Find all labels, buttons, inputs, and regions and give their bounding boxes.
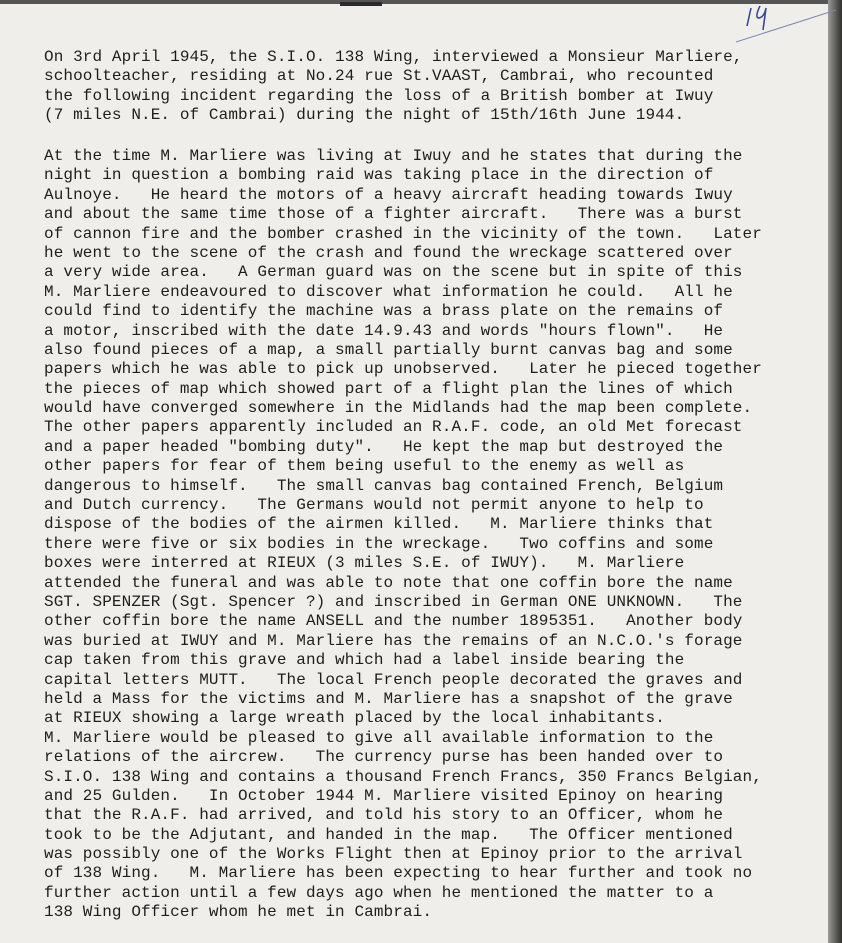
text-line: At the time M. Marliere was living at Iwuy and he states that during the bbox=[44, 147, 743, 165]
text-line: papers which he was able to pick up unobserved. Later he pieced together bbox=[44, 360, 762, 379]
text-line: (7 miles N.E. of Cambrai) during the night of 15th/16th June 1944. bbox=[44, 106, 685, 125]
text-line: M. Marliere endeavoured to discover what information he could. All he bbox=[44, 282, 733, 301]
text-line: also found pieces of a map, a small partially burnt canvas bag and some bbox=[44, 340, 733, 359]
text-line: 138 Wing Officer whom he met in Cambrai. bbox=[44, 903, 433, 922]
text-line: cap taken from this grave and which had a label inside bearing the bbox=[44, 651, 685, 670]
text-line: capital letters MUTT. The local French people decorated the graves and bbox=[44, 670, 743, 689]
paragraph-intro bbox=[44, 48, 743, 126]
text-line: and Dutch currency. The Germans would not permit anyone to help to bbox=[44, 496, 704, 515]
text-line: attended the funeral and was able to note that one coffin bore the name bbox=[44, 573, 733, 592]
text-line: was buried at IWUY and M. Marliere has the remains of an N.C.O.'s forage bbox=[44, 631, 743, 650]
text-line: the following incident regarding the loss of a British bomber at Iwuy bbox=[44, 86, 714, 105]
handwritten-folio-number bbox=[700, 0, 840, 50]
text-line: other papers for fear of them being useful to the enemy as well as bbox=[44, 457, 685, 476]
text-line: The other papers apparently included an R.A.F. code, an old Met forecast bbox=[44, 418, 743, 437]
text-line: was possibly one of the Works Flight then at Epinoy prior to the arrival bbox=[44, 845, 743, 864]
text-line: and 25 Gulden. In October 1944 M. Marliere visited Epinoy on hearing bbox=[44, 786, 724, 805]
text-line: S.I.O. 138 Wing and contains a thousand French Francs, 350 Francs Belgian, bbox=[44, 767, 762, 786]
text-line: boxes were interred at RIEUX (3 miles S.E. of IWUY). M. Marliere bbox=[44, 554, 685, 573]
text-line: relations of the aircrew. The currency purse has been handed over to bbox=[44, 748, 724, 767]
text-line: could find to identify the machine was a brass plate on the remains of bbox=[44, 302, 724, 321]
text-line: of cannon fire and the bomber crashed in the vicinity of the town. Later bbox=[44, 224, 762, 243]
text-line: he went to the scene of the crash and found the wreckage scattered over bbox=[44, 243, 733, 262]
text-line: Aulnoye. He heard the motors of a heavy aircraft heading towards Iwuy bbox=[44, 185, 733, 204]
text-line: there were five or six bodies in the wreckage. Two coffins and some bbox=[44, 534, 714, 553]
text-line: dangerous to himself. The small canvas bag contained French, Belgium bbox=[44, 476, 724, 495]
text-line: M. Marliere would be pleased to give all available information to the bbox=[44, 728, 714, 747]
text-line: held a Mass for the victims and M. Marliere has a snapshot of the grave bbox=[44, 689, 733, 708]
text-line: SGT. SPENZER (Sgt. Spencer ?) and inscribed in German ONE UNKNOWN. The bbox=[44, 592, 743, 611]
text-line: and a paper headed "bombing duty". He kept the map but destroyed the bbox=[44, 437, 724, 456]
text-line: of 138 Wing. M. Marliere has been expecting to hear further and took no bbox=[44, 864, 753, 883]
text-line: other coffin bore the name ANSELL and the number 1895351. Another body bbox=[44, 612, 743, 631]
text-line: the pieces of map which showed part of a flight plan the lines of which bbox=[44, 379, 733, 398]
text-line: at RIEUX showing a large wreath placed by the local inhabitants. bbox=[44, 709, 665, 728]
scan-right-edge bbox=[828, 0, 842, 943]
text-line: On 3rd April 1945, the S.I.O. 138 Wing, interviewed a Monsieur Marliere, bbox=[44, 48, 743, 66]
text-line: further action until a few days ago when he mentioned the matter to a bbox=[44, 883, 714, 902]
text-line: night in question a bombing raid was taking place in the direction of bbox=[44, 166, 714, 185]
text-line: would have converged somewhere in the Midlands had the map been complete. bbox=[44, 399, 753, 418]
text-line: and about the same time those of a fighter aircraft. There was a burst bbox=[44, 205, 743, 224]
text-line: dispose of the bodies of the airmen killed. M. Marliere thinks that bbox=[44, 515, 714, 534]
staple-mark bbox=[340, 2, 382, 6]
text-line: a motor, inscribed with the date 14.9.43 and words "hours flown". He bbox=[44, 321, 724, 340]
text-line: took to be the Adjutant, and handed in the map. The Officer mentioned bbox=[44, 825, 733, 844]
text-line: schoolteacher, residing at No.24 rue St.VAAST, Cambrai, who recounted bbox=[44, 67, 714, 86]
text-line: that the R.A.F. had arrived, and told his story to an Officer, whom he bbox=[44, 806, 724, 825]
paragraph-account bbox=[44, 147, 762, 923]
text-line: a very wide area. A German guard was on the scene but in spite of this bbox=[44, 263, 743, 282]
